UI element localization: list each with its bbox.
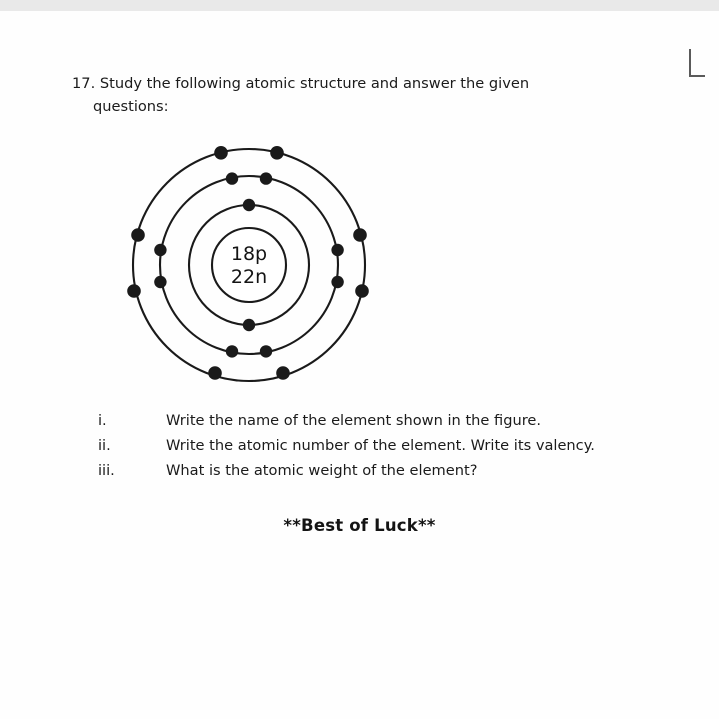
list-item bbox=[98, 409, 698, 432]
list-item bbox=[98, 434, 698, 457]
electron bbox=[214, 146, 228, 160]
sub-question-text: What is the atomic weight of the element? bbox=[166, 462, 478, 480]
electron bbox=[127, 284, 141, 298]
sub-question-label: i. bbox=[98, 412, 107, 429]
page-corner-mark bbox=[689, 49, 705, 77]
atomic-structure-diagram bbox=[103, 141, 395, 389]
electron bbox=[226, 345, 238, 357]
electron bbox=[243, 319, 255, 331]
electron bbox=[270, 146, 284, 160]
electron bbox=[276, 366, 290, 380]
electron bbox=[331, 276, 343, 288]
sub-question-text: Write the name of the element shown in the figure. bbox=[166, 412, 542, 429]
question-block bbox=[72, 73, 632, 118]
sub-question-text: Write the atomic number of the element. Write its valency. bbox=[166, 437, 595, 455]
electron bbox=[154, 244, 166, 256]
question-text: Study the following atomic structure and answer the given bbox=[99, 75, 530, 92]
electron bbox=[355, 284, 369, 298]
electron bbox=[226, 172, 238, 184]
electron bbox=[260, 345, 272, 357]
closing-note: **Best of Luck** bbox=[283, 516, 436, 535]
sub-question-label: iii. bbox=[98, 462, 115, 480]
sub-question-label: ii. bbox=[98, 437, 111, 455]
list-item bbox=[98, 459, 698, 482]
electron bbox=[260, 172, 272, 184]
document-page bbox=[0, 11, 719, 719]
scan-top-band bbox=[0, 0, 719, 11]
sub-questions-list bbox=[98, 409, 698, 484]
electron bbox=[353, 228, 367, 242]
electron bbox=[331, 244, 343, 256]
electron bbox=[154, 276, 166, 288]
question-text-line2: questions: bbox=[93, 97, 169, 115]
nucleus-neutrons-label: 22n bbox=[230, 266, 268, 288]
nucleus-protons-label: 18p bbox=[230, 243, 268, 265]
nucleus-circle bbox=[212, 228, 286, 302]
electron bbox=[208, 366, 222, 380]
electron bbox=[131, 228, 145, 242]
question-number: 17. bbox=[72, 75, 96, 92]
electron bbox=[243, 199, 255, 211]
